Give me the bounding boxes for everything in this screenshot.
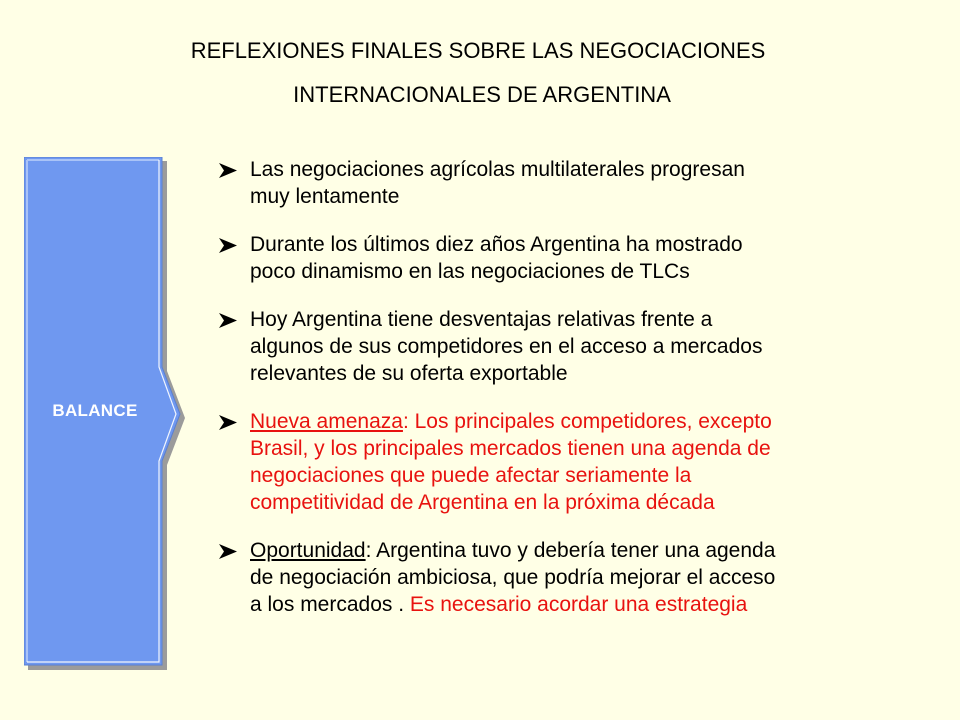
oportunidad-heading: Oportunidad (250, 539, 366, 562)
bullet-4-line-1 (250, 408, 943, 435)
bullet-3-line-1: Hoy Argentina tiene desventajas relativas frente a (250, 308, 713, 331)
bullet-2-line-1: Durante los últimos diez años Argentina ha mostrado (250, 233, 743, 256)
bullet-item-3 (218, 306, 943, 387)
bullet-4-line-3: negociaciones que puede afectar seriamente la (250, 464, 692, 487)
bullet-3-line-2: algunos de sus competidores en el acceso a mercados (250, 335, 763, 358)
arrowhead-bullet-icon (218, 543, 238, 560)
arrowhead-bullet-icon (218, 414, 238, 431)
estrategia-highlight: Es necesario acordar una estrategia (409, 593, 748, 616)
nueva-amenaza-text: : Los principales competidores, excepto (402, 410, 772, 433)
balance-arrow-shape (24, 157, 186, 670)
bullet-2-line-2: poco dinamismo en las negociaciones de TLCs (250, 260, 690, 283)
bullet-5-line-2: de negociación ambiciosa, que podría mejorar el acceso (250, 566, 776, 589)
bullet-item-nueva-amenaza (218, 408, 943, 516)
bullet-4-line-4: competitividad de Argentina en la próxima década (250, 491, 715, 514)
slide-title-line-2: INTERNACIONALES DE ARGENTINA (293, 82, 671, 107)
oportunidad-line3-text: a los mercados . (250, 593, 410, 616)
slide-title-line-1: REFLEXIONES FINALES SOBRE LAS NEGOCIACIONES (190, 38, 766, 63)
bullet-5-line-3 (250, 591, 943, 618)
bullet-5-line-1 (250, 537, 943, 564)
oportunidad-text: : Argentina tuvo y debería tener una agenda (365, 539, 776, 562)
nueva-amenaza-heading: Nueva amenaza (250, 410, 403, 433)
balance-label: BALANCE (52, 401, 138, 420)
bullet-4-line-2: Brasil, y los principales mercados tienen una agenda de (250, 437, 771, 460)
arrowhead-bullet-icon (218, 237, 238, 254)
arrowhead-bullet-icon (218, 312, 238, 329)
bullet-list (218, 156, 943, 639)
bullet-3-line-3: relevantes de su oferta exportable (250, 362, 568, 385)
bullet-item-1 (218, 156, 943, 210)
bullet-item-oportunidad (218, 537, 943, 618)
bullet-1-line-2: muy lentamente (250, 185, 400, 208)
arrowhead-bullet-icon (218, 162, 238, 179)
bullet-1-line-1: Las negociaciones agrícolas multilaterales progresan (250, 158, 745, 181)
bullet-item-2 (218, 231, 943, 285)
